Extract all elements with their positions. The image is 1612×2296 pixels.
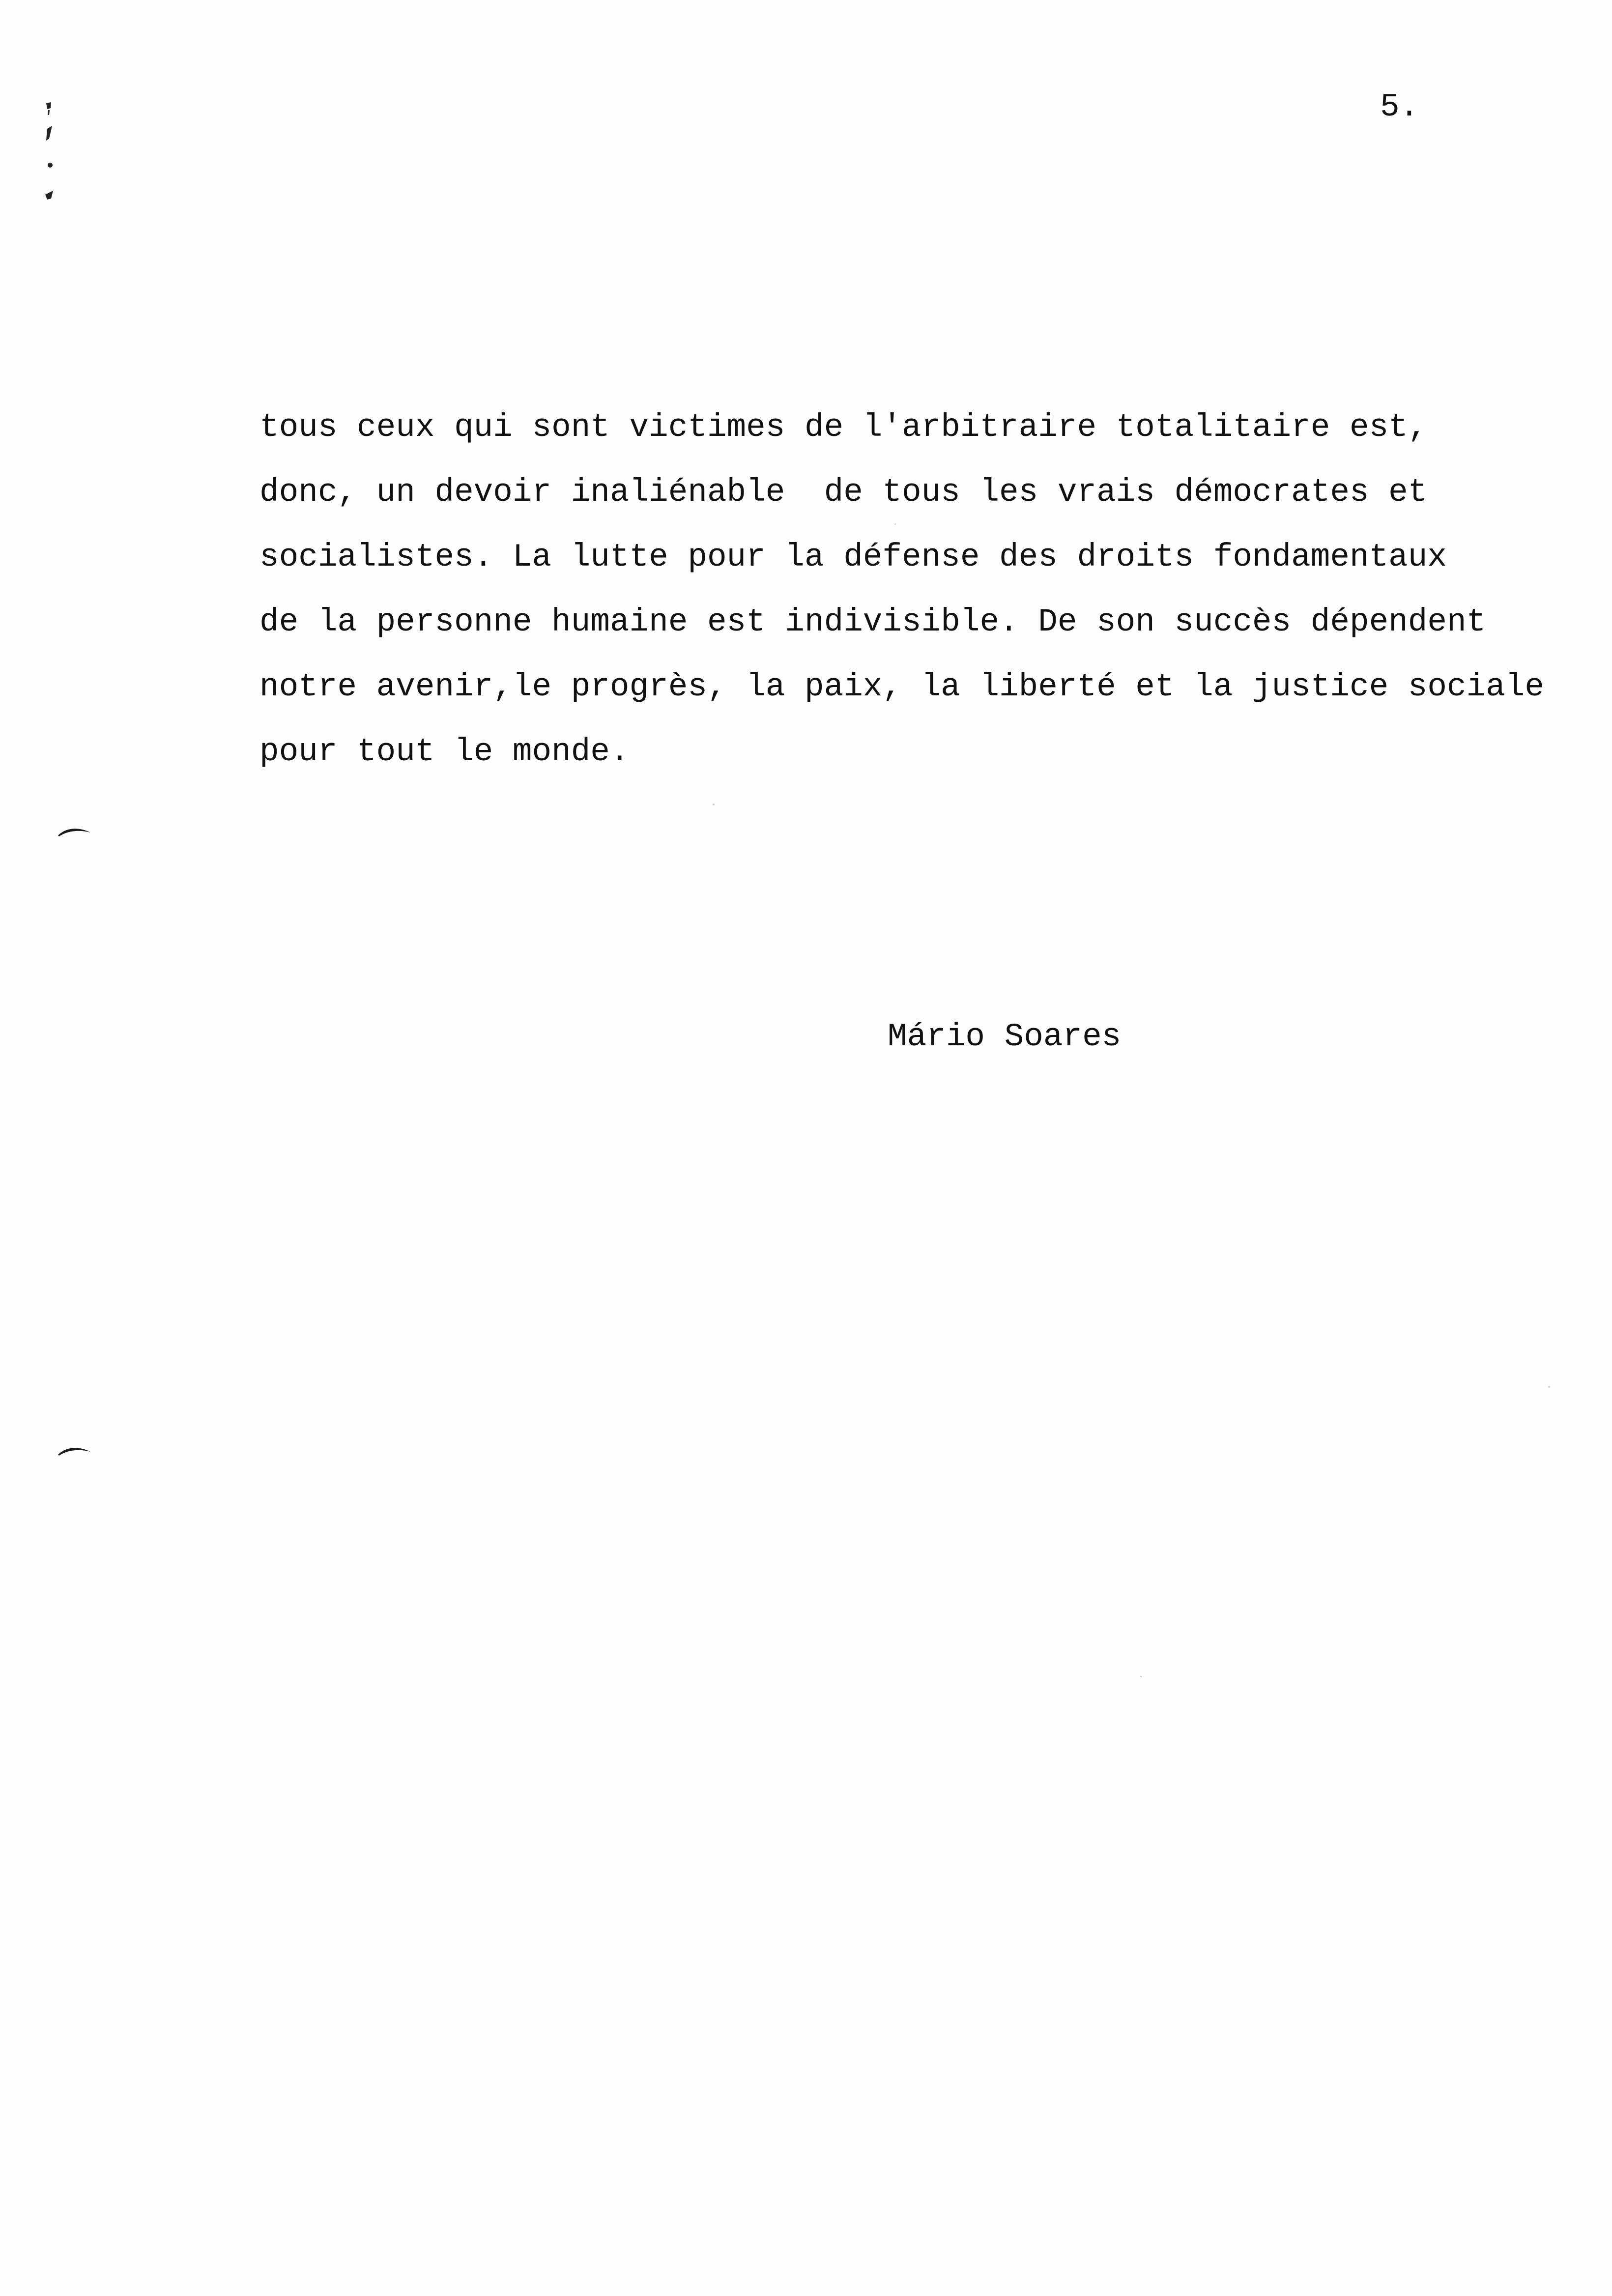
paragraph-line: socialistes. La lutte pour la défense des droits fondamentaux	[259, 539, 1447, 575]
punch-hole-mark-icon	[57, 826, 91, 837]
body-paragraph	[259, 408, 1545, 770]
paragraph-line: pour tout le monde.	[259, 733, 630, 770]
paper-speck	[1140, 1676, 1142, 1677]
punch-hole-mark-icon	[57, 1445, 91, 1457]
signature-name: Mário Soares	[888, 1018, 1122, 1055]
paper-speck	[713, 804, 715, 805]
margin-marks-icon	[34, 98, 64, 211]
paragraph-line: donc, un devoir inaliénable de tous les vrais démocrates et	[259, 474, 1428, 511]
page-number: 5.	[1380, 88, 1419, 125]
paper-speck	[894, 523, 896, 525]
paragraph-line: de la personne humaine est indivisible. De son succès dépendent	[259, 603, 1486, 640]
paragraph-line: tous ceux qui sont victimes de l'arbitraire totalitaire est,	[259, 409, 1428, 446]
paragraph-line: notre avenir,le progrès, la paix, la liberté et la justice sociale	[259, 668, 1545, 705]
paper-speck	[1548, 1386, 1550, 1388]
